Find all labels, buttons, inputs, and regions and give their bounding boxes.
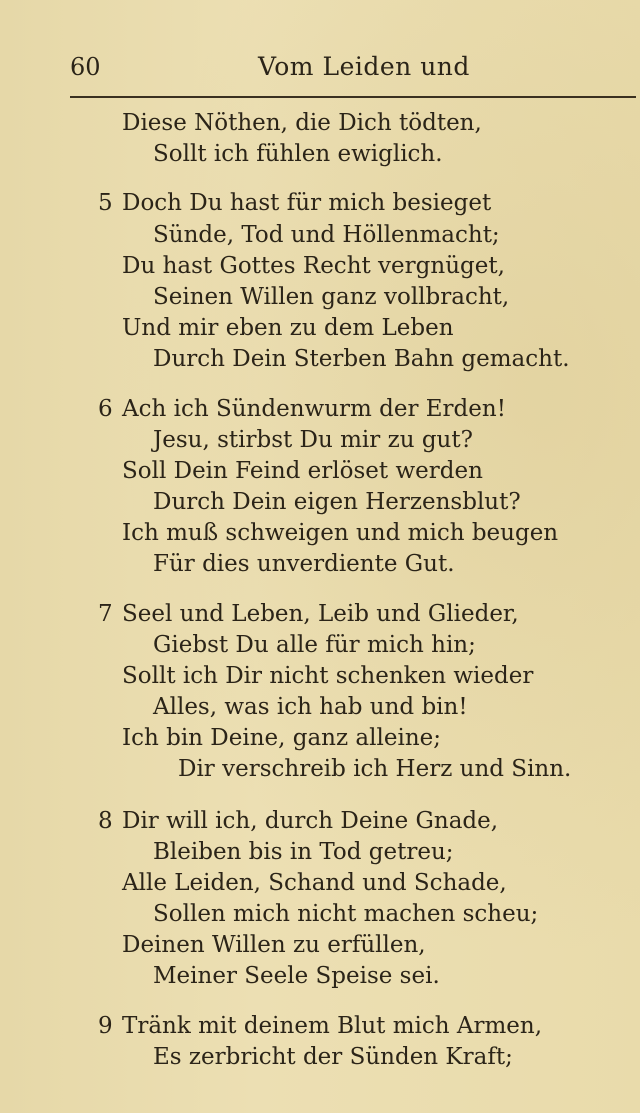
- verse-line: Für dies unverdiente Gut.: [153, 551, 455, 577]
- verse-line: Seinen Willen ganz vollbracht,: [153, 284, 510, 310]
- verse-line: Alles, was ich hab und bin!: [153, 694, 468, 720]
- verse-line: Meiner Seele Speise sei.: [153, 963, 440, 989]
- verse-line: Ich muß schweigen und mich beugen: [122, 520, 559, 546]
- stanza-number: 5: [98, 190, 113, 216]
- verse-line: Dir will ich, durch Deine Gnade,: [122, 808, 499, 834]
- verse-line: Sollt ich fühlen ewiglich.: [153, 141, 443, 167]
- running-head: Vom Leiden und: [258, 52, 470, 81]
- verse-line: Diese Nöthen, die Dich tödten,: [122, 110, 482, 136]
- page-number: 60: [70, 53, 101, 81]
- verse-line: Ich bin Deine, ganz alleine;: [122, 725, 441, 751]
- verse-line: Du hast Gottes Recht vergnüget,: [122, 253, 505, 279]
- header-rule: [70, 96, 636, 98]
- verse-line: Doch Du hast für mich besieget: [122, 190, 492, 216]
- verse-line: Durch Dein Sterben Bahn gemacht.: [153, 346, 570, 372]
- verse-line: Soll Dein Feind erlöset werden: [122, 458, 483, 484]
- stanza-number: 7: [98, 601, 113, 627]
- verse-line: Sünde, Tod und Höllenmacht;: [153, 222, 500, 248]
- stanza-number: 9: [98, 1013, 113, 1039]
- stanza-number: 8: [98, 808, 113, 834]
- verse-line: Durch Dein eigen Herzensblut?: [153, 489, 521, 515]
- verse-line: Und mir eben zu dem Leben: [122, 315, 454, 341]
- stanza-number: 6: [98, 396, 113, 422]
- verse-line: Jesu, stirbst Du mir zu gut?: [153, 427, 473, 453]
- verse-line: Seel und Leben, Leib und Glieder,: [122, 601, 519, 627]
- verse-line: Dir verschreib ich Herz und Sinn.: [178, 756, 572, 782]
- verse-line: Sollt ich Dir nicht schenken wieder: [122, 663, 534, 689]
- verse-line: Sollen mich nicht machen scheu;: [153, 901, 539, 927]
- verse-line: Deinen Willen zu erfüllen,: [122, 932, 426, 958]
- verse-line: Ach ich Sündenwurm der Erden!: [122, 396, 506, 422]
- verse-line: Tränk mit deinem Blut mich Armen,: [122, 1013, 543, 1039]
- verse-line: Giebst Du alle für mich hin;: [153, 632, 476, 658]
- verse-line: Es zerbricht der Sünden Kraft;: [153, 1044, 513, 1070]
- verse-line: Alle Leiden, Schand und Schade,: [122, 870, 507, 896]
- verse-line: Bleiben bis in Tod getreu;: [153, 839, 454, 865]
- page-header: [0, 0, 640, 98]
